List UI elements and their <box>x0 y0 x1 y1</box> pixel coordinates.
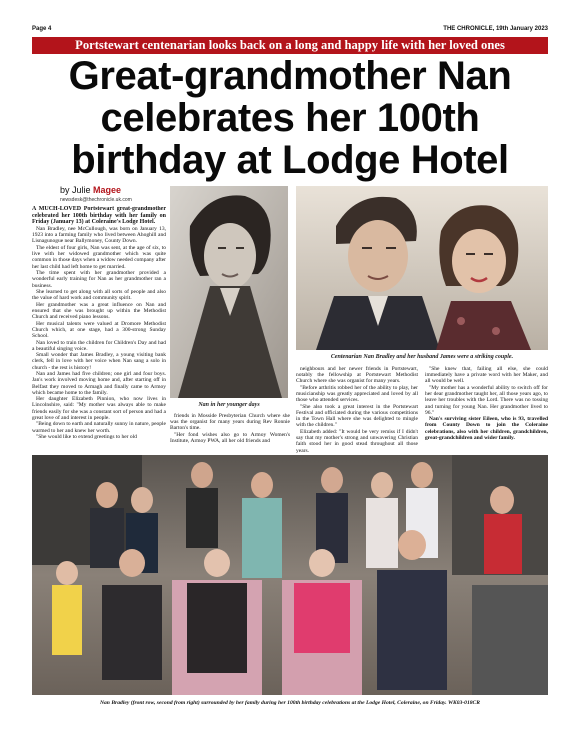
article-paragraph: She learned to get along with all sorts of people and also the value of hard work and community spirit. <box>32 289 166 302</box>
caption-group: Nan Bradley (front row, second from right) surrounded by her family during her 100th birthday celebrations at the Lodge Hotel, Coleraine, on Friday. WK03-018CR <box>99 700 481 706</box>
article-paragraph: Her musical talents were valued at Dromore Methodist Church which, at one stage, had a 300-strong Sunday School. <box>32 320 166 340</box>
article-paragraph: "My mother has a wonderful ability to switch off for her dear grandmother taught her, all those years ago, to leave her troubles with the Lord. There was no tossing and turning for young Nan. Her grandmother lived to 96." <box>425 384 548 416</box>
article-column-2 <box>170 413 290 455</box>
article-column-4 <box>425 366 548 455</box>
headline-line-3: birthday at Lodge Hotel <box>71 138 509 182</box>
strapline: Portstewart centenarian looks back on a long and happy life with her loved ones <box>32 37 548 54</box>
photo-family-group <box>32 455 548 695</box>
article-paragraph: Nan's surviving sister Eileen, who is 93, travelled from County Down to join the Coleraine celebrations, also with her children, grandchildren, great-grandchildren and wider family. <box>425 416 548 441</box>
caption-young: Nan in her younger days <box>198 402 260 408</box>
page-header <box>32 26 548 36</box>
photo-nan-young <box>170 186 288 398</box>
byline-prefix: by Julie <box>60 185 91 195</box>
byline-author: Magee <box>93 185 122 195</box>
article-paragraph: "Being down to earth and naturally sunny in nature, people warmed to her and knew her worth. <box>32 421 166 434</box>
headline-line-2: celebrates her 100th <box>100 96 480 140</box>
article-paragraph: The eldest of four girls, Nan was sent, at the age of six, to live with her widowed grandmother which was quite common in those days when a widow needed company after her last child had left home to get married. <box>32 244 166 270</box>
article-paragraph: "She would like to extend greetings to her old <box>36 434 137 441</box>
article-paragraph: "Her fond wishes also go to Armoy Women's Institute, Armoy PWA, all her old friends and <box>170 431 290 445</box>
article-paragraph: Nan loved to train the children for Children's Day and had a beautiful singing voice. <box>32 339 166 352</box>
publication-date: THE CHRONICLE, 19th January 2023 <box>443 26 548 32</box>
article-paragraph: "Before arthritis robbed her of the ability to play, her musicianship was greatly appreciated and loved by all those who attended services. <box>296 384 418 404</box>
article-paragraph: Her grandmother was a great influence on Nan and ensured that she was brought up within the Methodist Church and received piano lessons. <box>32 301 166 321</box>
article-paragraph: Small wonder that James Bradley, a young visiting bank clerk, fell in love with her voice when Nan sang a solo in church - the rest is history! <box>32 352 166 371</box>
article-paragraph: friends in Mosside Presbyterian Church where she was the organist for many years during Rev Ronnie Barton's time. <box>170 413 290 432</box>
headline-line-1: Great-grandmother Nan <box>68 54 512 98</box>
article-paragraph: The time spent with her grandmother provided a wonderful early training for Nan as her grandmother ran a business. <box>32 270 166 289</box>
byline <box>60 185 121 195</box>
headline <box>30 55 550 181</box>
article-lead: A MUCH-LOVED Portstewart great-grandmother celebrated her 100th birthday with her family on Friday (January 13) at Coleraine's Lodge Hotel. <box>32 206 166 226</box>
article-paragraph: "She also took a great interest in the Portstewart Festival and officiated during the various competitions in the Town Hall where she was delighted to mingle with the children." <box>296 403 418 429</box>
article-paragraph: Her daughter Elizabeth Pinnion, who now lives in Lincolnshire, said: "My mother was always able to make friends easily for she was a constant sort of person and had a great love of and interest in people. <box>32 396 166 421</box>
article-paragraph: neighbours and her newer friends in Portstewart, notably the fellowship at Portstewart Methodist Church where she was organist for many years. <box>296 366 418 385</box>
article-column-1 <box>32 206 166 451</box>
photo-couple <box>296 186 548 350</box>
article-column-3 <box>296 366 418 455</box>
page-number: Page 4 <box>32 26 52 32</box>
article-paragraph: Nan Bradley, nee McCullough, was born on January 13, 1923 into a farming family who lived between Ahoghill and Lisnagunogue near Ballymoney, County Down. <box>32 226 166 245</box>
article-paragraph: Elizabeth added: "It would be very remiss if I didn't say that my mother's strong and unwavering Christian faith stood her in good stead throughout all those years. <box>296 428 418 454</box>
caption-couple: Centenarian Nan Bradley and her husband James were a striking couple. <box>330 354 514 360</box>
article-paragraph: "She knew that, failing all else, she could immediately have a private word with her Maker, and all would be well. <box>425 366 548 385</box>
byline-email: newsdesk@thechronicle.uk.com <box>60 197 132 203</box>
article-paragraph: Nan and James had five children; one girl and four boys. Jan's work involved moving home and, after starting off in Belfast they moved to Armagh and finally came to Armoy which became home to the family. <box>32 371 166 396</box>
